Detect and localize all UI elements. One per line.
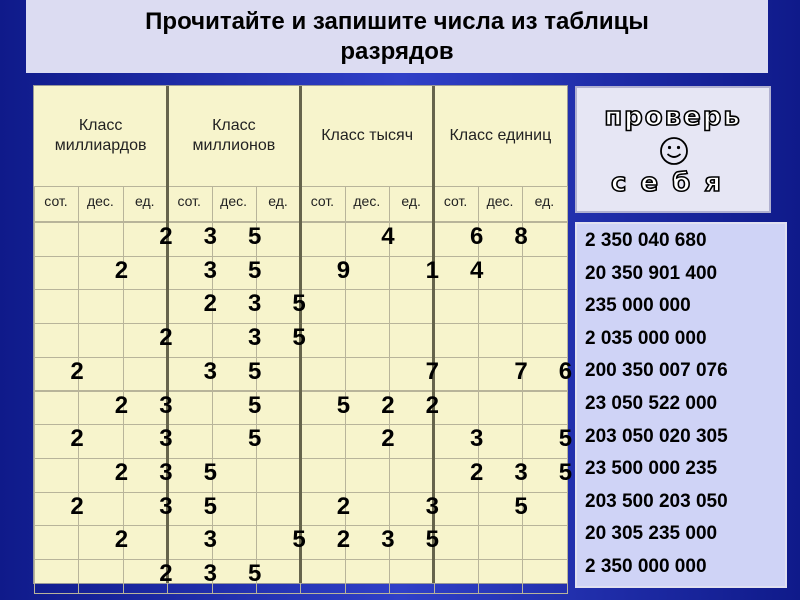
class-label-line: Класс <box>78 117 123 134</box>
table-cell <box>345 492 390 527</box>
table-cell <box>78 357 123 392</box>
table-cell <box>300 424 345 459</box>
digit: 6 <box>558 357 573 385</box>
smiley-icon <box>659 136 689 166</box>
digit: 5 <box>248 223 262 250</box>
rank-cell <box>389 186 434 222</box>
class-label-line: Класс тысяч <box>321 127 414 144</box>
digit: 3 <box>203 256 217 284</box>
table-cell <box>345 357 390 392</box>
class-label <box>303 86 432 186</box>
table-cell <box>300 357 345 392</box>
table-cell <box>256 391 301 426</box>
table-cell <box>34 256 79 291</box>
digit: 2 <box>114 391 129 419</box>
rank-label: дес. <box>86 193 114 209</box>
answer-number: 23 500 000 235 <box>585 458 718 480</box>
table-cell <box>389 559 434 594</box>
table-cell <box>300 458 345 493</box>
table-cell <box>300 559 345 594</box>
digit: 5 <box>248 256 262 284</box>
digit: 7 <box>514 357 528 385</box>
digit: 5 <box>425 526 439 554</box>
answer-number: 20 350 901 400 <box>585 262 718 284</box>
digit: 5 <box>248 425 262 453</box>
table-cell <box>212 525 257 560</box>
title-line-2: разрядов <box>340 37 454 65</box>
table-cell <box>389 222 434 257</box>
rank-label: ед. <box>401 193 421 209</box>
table-cell <box>256 458 301 493</box>
answer-number: 200 350 007 076 <box>585 360 728 382</box>
digit: 7 <box>425 357 439 385</box>
digit: 5 <box>248 560 262 587</box>
answer-number: 23 050 522 000 <box>585 393 718 414</box>
table-cell <box>256 559 301 594</box>
table-cell <box>34 458 79 493</box>
table-cell <box>34 323 79 358</box>
table-cell <box>78 424 123 459</box>
digit: 2 <box>159 324 173 352</box>
table-cell <box>522 323 567 358</box>
digit: 3 <box>203 357 217 385</box>
digit: 2 <box>336 526 351 554</box>
rank-label: ед. <box>534 193 555 209</box>
table-cell <box>167 323 212 358</box>
digit: 4 <box>381 223 395 250</box>
digit: 2 <box>425 391 439 419</box>
rank-cell <box>256 186 301 222</box>
table-cell <box>256 424 301 459</box>
table-cell <box>345 256 390 291</box>
class-label <box>169 86 298 186</box>
digit: 5 <box>292 526 306 554</box>
rank-label: дес. <box>220 193 248 209</box>
answer-number: 20 305 235 000 <box>585 523 718 545</box>
table-cell <box>434 289 479 324</box>
check-word-1: проверь <box>604 102 742 132</box>
digit: 3 <box>159 492 173 520</box>
table-cell <box>345 323 390 358</box>
table-cell <box>434 323 479 358</box>
table-cell <box>300 289 345 324</box>
table-cell <box>300 222 345 257</box>
rank-label: сот. <box>44 193 68 209</box>
table-cell <box>434 559 479 594</box>
table-cell <box>478 391 523 426</box>
rank-cell <box>212 186 257 222</box>
digit: 5 <box>248 391 262 419</box>
rank-label: дес. <box>353 193 381 209</box>
rank-cell <box>478 186 523 222</box>
digit: 2 <box>70 492 84 520</box>
digit: 5 <box>248 357 262 385</box>
digit: 5 <box>292 290 306 318</box>
digit: 8 <box>514 223 528 250</box>
rank-label: дес. <box>486 193 514 209</box>
digit: 2 <box>159 560 173 587</box>
digit: 3 <box>248 290 262 318</box>
answer-number: 2 035 000 000 <box>585 327 707 349</box>
class-label <box>36 86 165 186</box>
title-line-1: Прочитайте и запишите числа из таблицы <box>145 7 649 35</box>
digit: 5 <box>558 458 573 486</box>
check-yourself-box <box>575 86 771 213</box>
rank-cell <box>34 186 79 222</box>
table-cell <box>123 357 168 392</box>
table-cell <box>345 289 390 324</box>
rank-cell <box>522 186 567 222</box>
rank-cell <box>300 186 345 222</box>
table-cell <box>78 289 123 324</box>
table-cell <box>78 222 123 257</box>
digit: 3 <box>381 526 395 554</box>
answer-number: 235 000 000 <box>585 295 691 317</box>
digit: 3 <box>159 391 173 419</box>
digit: 4 <box>470 256 484 284</box>
rank-label: сот. <box>443 193 468 209</box>
rank-cell <box>78 186 123 222</box>
table-cell <box>34 391 79 426</box>
class-label-line: Класс <box>212 117 256 134</box>
digit: 1 <box>425 256 439 284</box>
digit: 5 <box>558 425 573 453</box>
answer-number: 203 050 020 305 <box>585 425 728 447</box>
class-label-line: миллиардов <box>54 137 147 154</box>
digit: 2 <box>159 223 173 250</box>
table-cell <box>478 289 523 324</box>
rank-cell <box>345 186 390 222</box>
rank-label: ед. <box>268 193 288 209</box>
table-cell <box>345 458 390 493</box>
digit: 3 <box>203 560 217 587</box>
digit: 3 <box>425 492 439 520</box>
table-cell <box>345 559 390 594</box>
table-cell <box>389 424 434 459</box>
digit: 5 <box>203 492 217 520</box>
rank-cell <box>167 186 212 222</box>
table-cell <box>34 289 79 324</box>
table-cell <box>478 256 523 291</box>
table-cell <box>300 323 345 358</box>
class-label-line: Класс единиц <box>449 127 552 144</box>
digit: 2 <box>381 425 395 453</box>
table-cell <box>256 492 301 527</box>
table-cell <box>478 525 523 560</box>
table-cell <box>389 289 434 324</box>
digit: 6 <box>470 223 484 250</box>
place-value-table <box>33 85 573 587</box>
table-cell <box>434 391 479 426</box>
title-box <box>26 0 768 73</box>
rank-label: сот. <box>310 193 335 209</box>
digit: 2 <box>70 425 84 453</box>
digit: 2 <box>114 458 129 486</box>
answer-number: 203 500 203 050 <box>585 490 728 512</box>
digit: 3 <box>203 223 217 250</box>
table-cell <box>522 525 567 560</box>
table-cell <box>123 289 168 324</box>
table-cell <box>167 424 212 459</box>
table-cell <box>434 525 479 560</box>
digit: 5 <box>203 458 217 486</box>
digit: 3 <box>159 458 173 486</box>
digit: 9 <box>336 256 351 284</box>
answers-box <box>575 222 787 588</box>
rank-label: ед. <box>135 193 155 209</box>
digit: 2 <box>336 492 351 520</box>
table-cell <box>34 559 79 594</box>
table-cell <box>522 492 567 527</box>
table-cell <box>167 391 212 426</box>
digit: 2 <box>114 526 129 554</box>
table-cell <box>78 492 123 527</box>
digit: 2 <box>203 290 217 318</box>
rank-cell <box>123 186 168 222</box>
table-cell <box>34 525 79 560</box>
table-cell <box>478 424 523 459</box>
table-cell <box>522 289 567 324</box>
table-cell <box>522 256 567 291</box>
digit: 2 <box>381 391 395 419</box>
table-cell <box>478 559 523 594</box>
table-cell <box>212 492 257 527</box>
class-label-line: миллионов <box>192 137 276 154</box>
digit: 5 <box>514 492 528 520</box>
table-cell <box>78 323 123 358</box>
answer-number: 2 350 040 680 <box>585 230 707 251</box>
table-cell <box>522 559 567 594</box>
table-cell <box>522 391 567 426</box>
check-word-2: себя <box>611 168 735 198</box>
digit: 3 <box>203 526 217 554</box>
digit: 2 <box>114 256 129 284</box>
table-cell <box>123 525 168 560</box>
table-cell <box>434 357 479 392</box>
table-cell <box>522 222 567 257</box>
table-cell <box>78 559 123 594</box>
table-cell <box>212 458 257 493</box>
digit: 3 <box>470 425 484 453</box>
digit: 2 <box>470 458 484 486</box>
digit: 2 <box>70 357 84 385</box>
answer-number: 2 350 000 000 <box>585 556 707 577</box>
digit: 5 <box>336 391 351 419</box>
digit: 3 <box>514 458 528 486</box>
table-cell <box>256 222 301 257</box>
digit: 5 <box>292 324 306 352</box>
table-cell <box>256 256 301 291</box>
table-cell <box>123 256 168 291</box>
table-cell <box>256 357 301 392</box>
table-cell <box>389 323 434 358</box>
table-cell <box>34 222 79 257</box>
class-label <box>436 86 565 186</box>
table-cell <box>434 492 479 527</box>
rank-cell <box>434 186 479 222</box>
table-cell <box>389 458 434 493</box>
digit: 3 <box>159 425 173 453</box>
digit: 3 <box>248 324 262 352</box>
rank-label: сот. <box>177 193 201 209</box>
table-cell <box>478 323 523 358</box>
